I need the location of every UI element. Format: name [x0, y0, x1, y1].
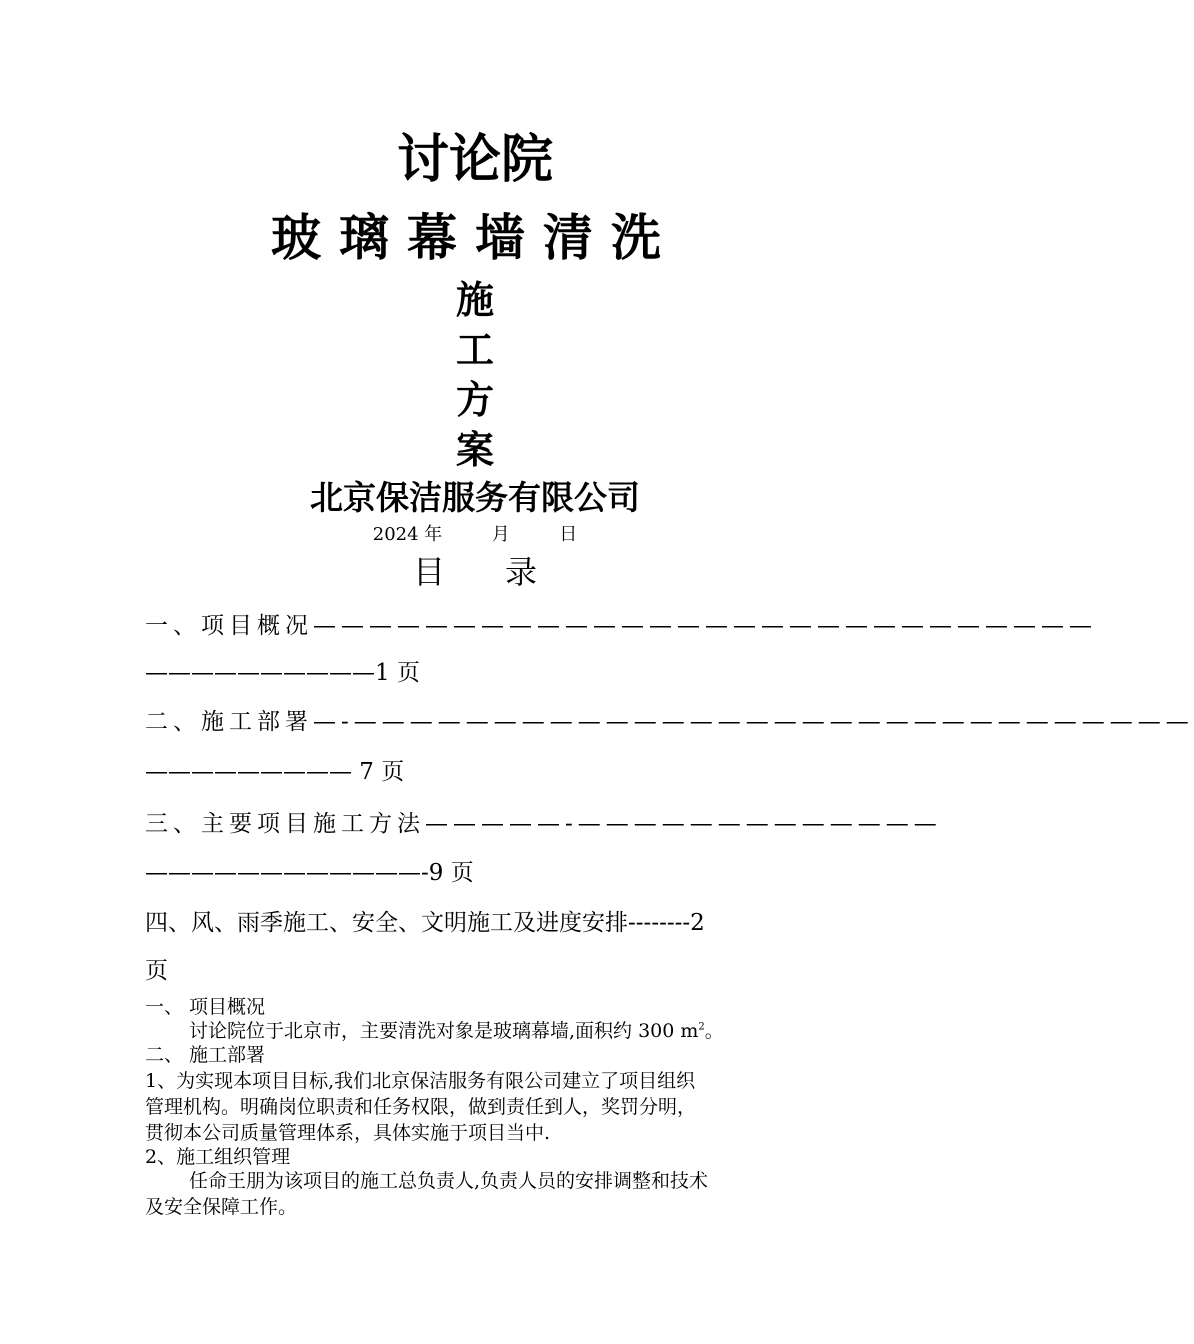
section-1-heading: 一、 项目概况 [145, 996, 266, 1018]
cover-vertical-char-2: 工 [455, 328, 494, 372]
cover-date-day: 日 [559, 524, 578, 545]
toc-title: 目录 [412, 553, 597, 591]
section-1-superscript: 2 [698, 1021, 705, 1033]
cover-title-line2: 玻璃幕墙清洗 [271, 209, 679, 267]
cover-date-month: 月 [491, 524, 510, 545]
toc-item-2-line2: ————————— 7 页 [145, 759, 405, 785]
item-1-line-3: 贯彻本公司质量管理体系，具体实施于项目当中. [145, 1122, 551, 1144]
cover-date-year: 2024 年 [372, 524, 443, 545]
cover-company-name: 北京保洁服务有限公司 [310, 478, 640, 517]
toc-item-3-line1: 三、主要项目施工方法—————-————————————— [145, 811, 942, 837]
item-2-line-1: 任命王朋为该项目的施工总负责人,负责人员的安排调整和技术 [189, 1170, 709, 1192]
cover-date [0, 523, 950, 547]
toc-item-3-line2: ————————————-9 页 [145, 860, 474, 886]
section-1-text-end: 。 [704, 1020, 724, 1042]
cover-title-line1: 讨论院 [396, 130, 553, 190]
toc-item-4-line1: 四、风、雨季施工、安全、文明施工及进度安排--------2 [145, 910, 705, 936]
item-2-heading: 2、施工组织管理 [145, 1146, 291, 1168]
toc-item-1-line1: 一、项目概况———————————————————————————— [145, 613, 1097, 639]
cover-vertical-char-3: 方 [455, 378, 494, 422]
item-2-line-2: 及安全保障工作。 [145, 1196, 298, 1218]
section-2-heading: 二、 施工部署 [145, 1044, 266, 1066]
toc-item-4-line2: 页 [145, 958, 168, 984]
cover-vertical-char-4: 案 [455, 428, 494, 472]
cover-vertical-char-1: 施 [455, 278, 494, 322]
item-1-line-1: 1、为实现本项目目标,我们北京保洁服务有限公司建立了项目组织 [145, 1070, 696, 1092]
section-1-paragraph [189, 1020, 854, 1042]
toc-item-2-line1: 二、施工部署—-—————————————————————————————— [145, 709, 1194, 735]
toc-item-1-line2: ——————————1 页 [145, 660, 420, 686]
section-1-text: 讨论院位于北京市，主要清洗对象是玻璃幕墙,面积约 300 m [189, 1020, 699, 1042]
item-1-line-2: 管理机构。明确岗位职责和任务权限，做到责任到人，奖罚分明， [145, 1096, 697, 1118]
